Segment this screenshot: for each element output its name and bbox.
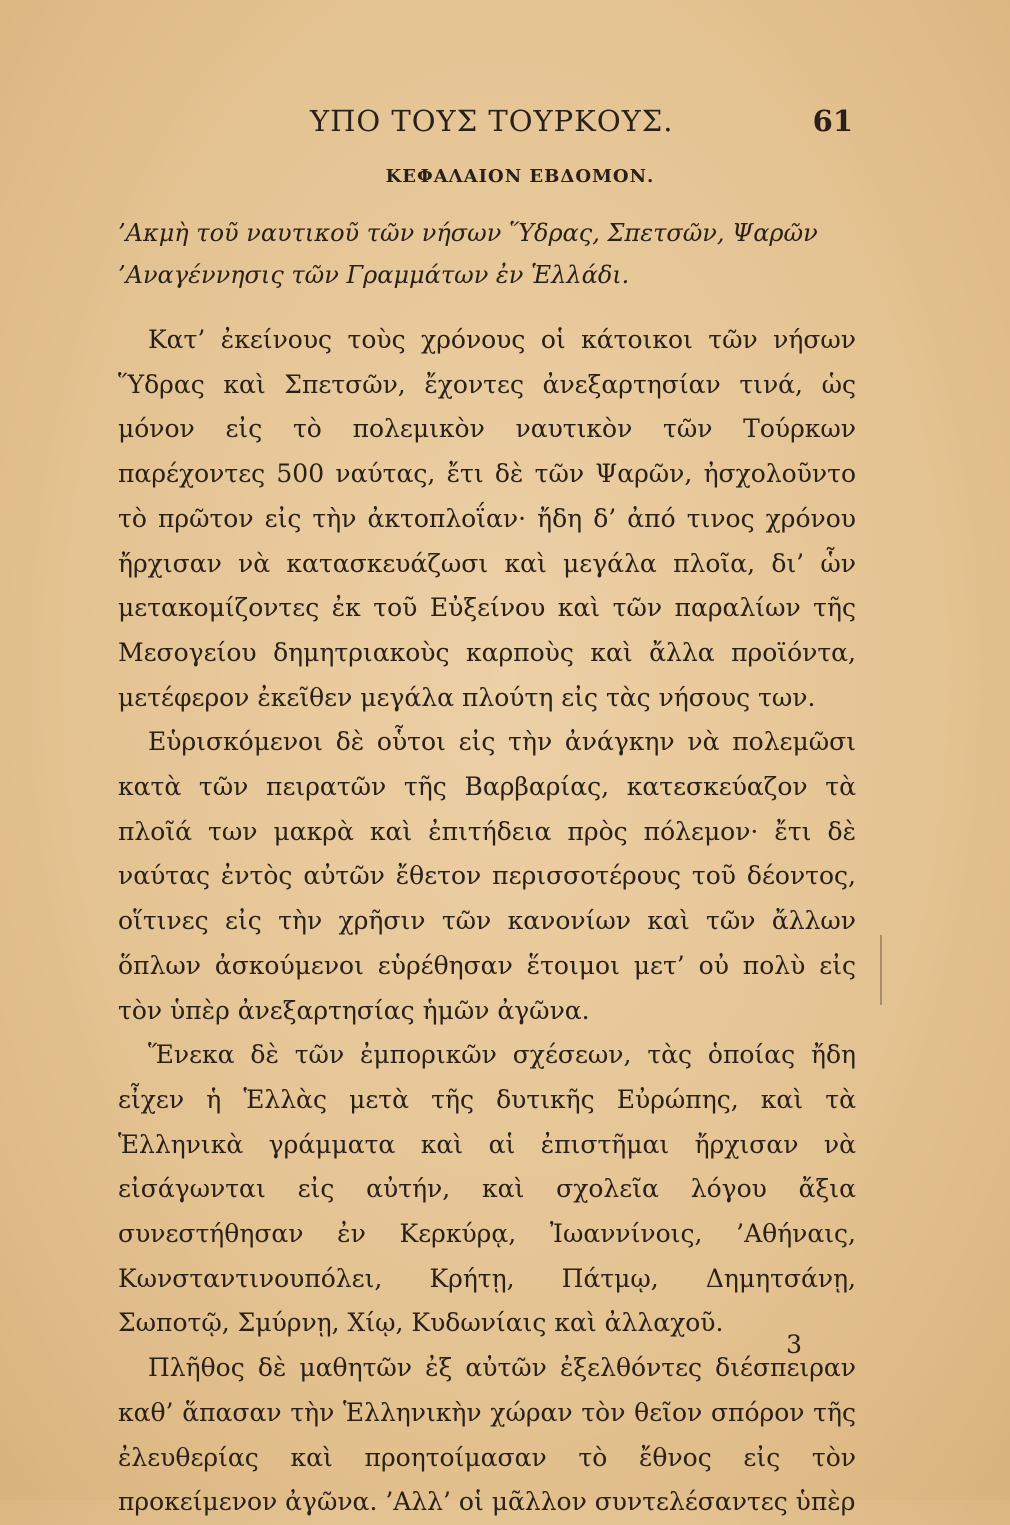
signature-mark: 3: [786, 1330, 802, 1359]
running-head: [118, 104, 853, 144]
paragraph-4: Πλῆθος δὲ μαθητῶν ἐξ αὐτῶν ἐξελθόντες διέσπειραν καθ’ ἅπασαν τὴν Ἑλληνικὴν χώραν τὸν θεῖον σπόρον τῆς ἐλευθερίας καὶ προητοίμασαν τὸ ἔθνος εἰς τὸν προκείμενον ἀγῶνα. ’Αλλ’ οἱ μᾶλλον συντελέσαντες ὑπὲρ: [118, 1353, 856, 1517]
paragraph-3: Ἕνεκα δὲ τῶν ἐμπορικῶν σχέσεων, τὰς ὁποίας ἤδη εἶχεν ἡ Ἑλλὰς μετὰ τῆς δυτικῆς Εὐρώπης, καὶ τὰ Ἑλληνικὰ γράμματα καὶ αἱ ἐπιστῆμαι ἤρχισαν νὰ εἰσάγωνται εἰς αὐτήν, καὶ σχολεῖα λόγου ἄξια συνεστήθησαν ἐν Κερκύρᾳ, Ἰωαννίνοις, ’Αθήναις, Κωνσταντινουπόλει, Κρήτῃ, Πάτμῳ, Δημητσάνῃ, Σωποτῷ, Σμύρνῃ, Χίῳ, Κυδωνίαις καὶ ἀλλαχοῦ.: [118, 1040, 856, 1338]
chapter-summary: [118, 212, 858, 296]
chapter-heading: ΚΕΦΑΛΑΙΟΝ ΕΒΔΟΜΟΝ.: [385, 166, 655, 187]
summary-line-2: ’Αναγέννησις τῶν Γραμμάτων ἐν Ἑλλάδι.: [118, 261, 630, 289]
paragraph-2: Εὑρισκόμενοι δὲ οὗτοι εἰς τὴν ἀνάγκην νὰ πολεμῶσι κατὰ τῶν πειρατῶν τῆς Βαρβαρίας, κατεσκεύαζον τὰ πλοῖά των μακρὰ καὶ ἐπιτήδεια πρὸς πόλεμον· ἔτι δὲ ναύτας ἐντὸς αὐτῶν ἔθετον περισσοτέρους τοῦ δέοντος, οἵτινες εἰς τὴν χρῆσιν τῶν κανονίων καὶ τῶν ἄλλων ὅπλων ἀσκούμενοι εὑρέθησαν ἕτοιμοι μετ’ οὐ πολὺ εἰς τὸν ὑπὲρ ἀνεξαρτησίας ἡμῶν ἀγῶνα.: [118, 727, 856, 1025]
page-number: 61: [812, 104, 853, 138]
summary-line-1: ’Ακμὴ τοῦ ναυτικοῦ τῶν νήσων Ὕδρας, Σπετσῶν, Ψαρῶν: [118, 219, 818, 247]
margin-mark: [880, 935, 882, 1005]
body-text: [118, 318, 856, 1525]
running-title: ΥΠΟ ΤΟΥΣ ΤΟΥΡΚΟΥΣ.: [310, 104, 674, 138]
paragraph-1: Κατ’ ἐκείνους τοὺς χρόνους οἱ κάτοικοι τῶν νήσων Ὕδρας καὶ Σπετσῶν, ἔχοντες ἀνεξαρτησίαν τινά, ὡς μόνον εἰς τὸ πολεμικὸν ναυτικὸν τῶν Τούρκων παρέχοντες 500 ναύτας, ἔτι δὲ τῶν Ψαρῶν, ἠσχολοῦντο τὸ πρῶτον εἰς τὴν ἀκτοπλοΐαν· ἤδη δ’ ἀπό τινος χρόνου ἤρχισαν νὰ κατασκευάζωσι καὶ μεγάλα πλοῖα, δι’ ὧν μετακομίζοντες ἐκ τοῦ Εὐξείνου καὶ τῶν παραλίων τῆς Μεσογείου δημητριακοὺς καρποὺς καὶ ἄλλα προϊόντα, μετέφερον ἐκεῖθεν μεγάλα πλούτη εἰς τὰς νήσους των.: [118, 325, 856, 712]
